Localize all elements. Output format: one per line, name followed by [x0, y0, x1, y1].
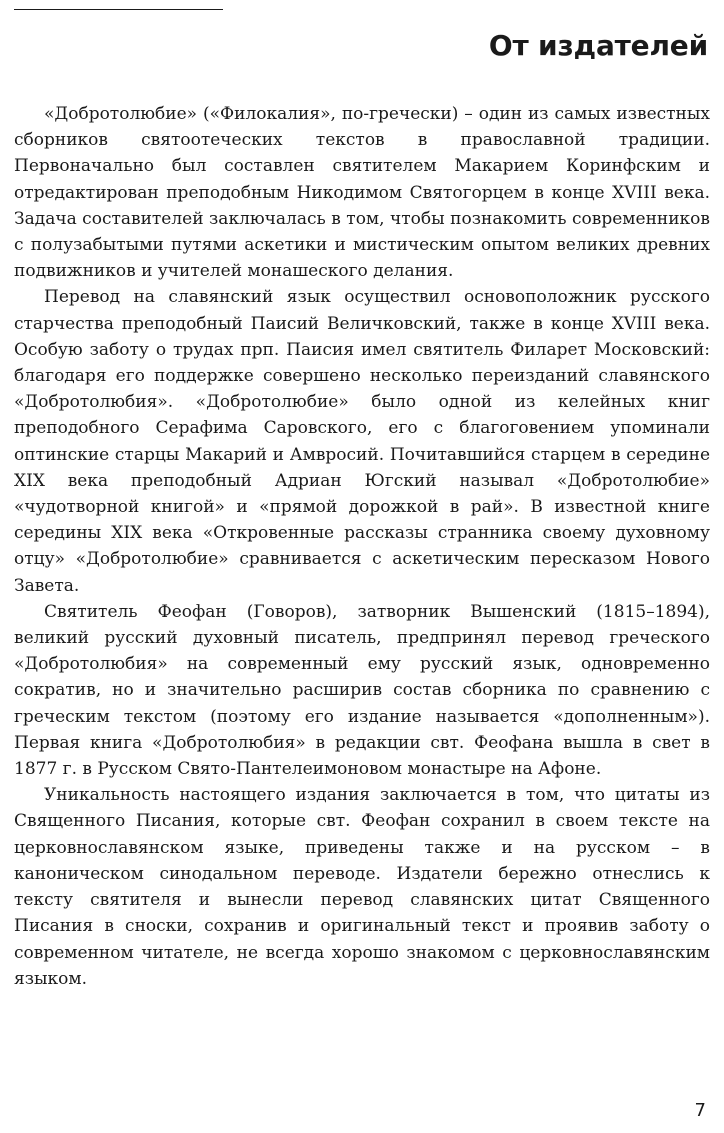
- header-rule: [14, 9, 223, 10]
- paragraph: Перевод на славянский язык осуществил основоположник русского старчества преподобный Паисий Величковский, также в конце XVIII века. Особую заботу о трудах прп. Паисия имел святитель Филарет Московский: благодаря его поддержке совершено несколько переизданий славянского «Добротолюбия». «Добротолюбие» было одной из келейных книг преподобного Серафима Саровского, его с благоговением упоминали оптинские старцы Макарий и Амвросий. Почитавшийся старцем в середине XIX века преподобный Адриан Югский называл «Добротолюбие» «чудотворной книгой» и «прямой дорожкой в рай». В известной книге середины XIX века «Откровенные рассказы странника своему духовному отцу» «Добротолюбие» сравнивается с аскетическим пересказом Нового Завета.: [14, 287, 710, 596]
- paragraph: «Добротолюбие» («Филокалия», по-гречески) – один из самых известных сборников святоотеческих текстов в православной традиции. Первоначально был составлен святителем Макарием Коринфским и отредактирован преподобным Никодимом Святогорцем в конце XVIII века. Задача составителей заключалась в том, чтобы познакомить современников с полузабытыми путями аскетики и мистическим опытом великих древних подвижников и учителей монашеского делания.: [14, 104, 710, 282]
- paragraph: Уникальность настоящего издания заключается в том, что цитаты из Священного Писания, которые свт. Феофан сохранил в своем тексте на церковнославянском языке, приведены также и на русском – в каноническом синодальном переводе. Издатели бережно отнеслись к тексту святителя и вынесли перевод славянских цитат Священного Писания в сноски, сохранив и оригинальный текст и проявив заботу о современном читателе, не всегда хорошо знакомом с церковнославянским языком.: [14, 785, 710, 989]
- page-title: От издателей: [488, 29, 708, 62]
- paragraph: Святитель Феофан (Говоров), затворник Вышенский (1815–1894), великий русский духовный писатель, предпринял перевод греческого «Добротолюбия» на современный ему русский язык, одновременно сократив, но и значительно расширив состав сборника по сравнению с греческим текстом (поэтому его издание называется «дополненным»). Первая книга «Добротолюбия» в редакции свт. Феофана вышла в свет в 1877 г. в Русском Свято-Пантелеимоновом монастыре на Афоне.: [14, 601, 710, 780]
- body-text: [14, 101, 710, 992]
- page-number: 7: [694, 1100, 706, 1121]
